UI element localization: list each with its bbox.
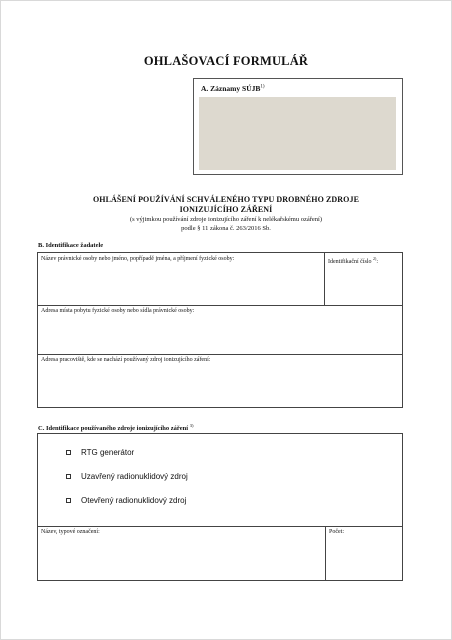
count-field[interactable]: Počet: — [329, 529, 344, 535]
section-a-box — [193, 78, 403, 175]
residence-address-field[interactable]: Adresa místa pobytu fyzické osoby nebo sídla právnické osoby: — [41, 308, 195, 314]
section-c-heading: C. Identifikace používaného zdroje ionizujícího záření $^{3)}$ — [38, 423, 194, 433]
row-divider-1 — [38, 305, 402, 306]
source-name-field[interactable]: Název, typové označení: — [41, 529, 100, 535]
heading-line-2: IONIZUJÍCÍHO ZÁŘENÍ — [179, 205, 273, 214]
form-title: OHLAŠOVACÍ FORMULÁŘ — [143, 54, 309, 68]
sujb-records-area — [199, 97, 396, 170]
option-sealed-source[interactable] — [66, 472, 188, 481]
option-rtg-generator[interactable] — [66, 448, 134, 457]
option-label: Uzavřený radionuklidový zdroj — [81, 472, 188, 481]
section-a-label: A. Záznamy SÚJB$^{1)}$ — [201, 84, 265, 93]
checkbox-rtg-generator[interactable] — [66, 450, 71, 455]
checkbox-sealed-source[interactable] — [66, 474, 71, 479]
row-divider-3 — [38, 526, 402, 527]
workplace-address-field[interactable]: Adresa pracoviště, kde se nachází používaný zdroj ionizujícího záření: — [41, 357, 211, 363]
heading-line-1: OHLÁŠENÍ POUŽÍVÁNÍ SCHVÁLENÉHO TYPU DROBNÉHO ZDROJE — [92, 195, 360, 204]
option-open-source[interactable] — [66, 496, 186, 505]
id-number-field[interactable]: Identifikační číslo $^{2)}$: — [328, 256, 379, 265]
option-label: RTG generátor — [81, 448, 135, 457]
count-divider — [325, 526, 326, 580]
row-divider-2 — [38, 354, 402, 355]
heading-note-2: podle § 11 zákona č. 263/2016 Sb. — [181, 225, 271, 232]
id-divider — [324, 253, 325, 305]
option-label: Otevřený radionuklidový zdroj — [81, 496, 187, 505]
applicant-name-field[interactable]: Název právnické osoby nebo jméno, popřípadě jména, a příjmení fyzické osoby: — [41, 256, 235, 262]
section-b-heading: B. Identifikace žadatele — [38, 242, 104, 249]
heading-note-1: (s výjimkou používání zdroje ionizujícího záření k nelékařskému ozáření) — [129, 216, 323, 223]
checkbox-open-source[interactable] — [66, 498, 71, 503]
section-b-table — [37, 252, 403, 408]
